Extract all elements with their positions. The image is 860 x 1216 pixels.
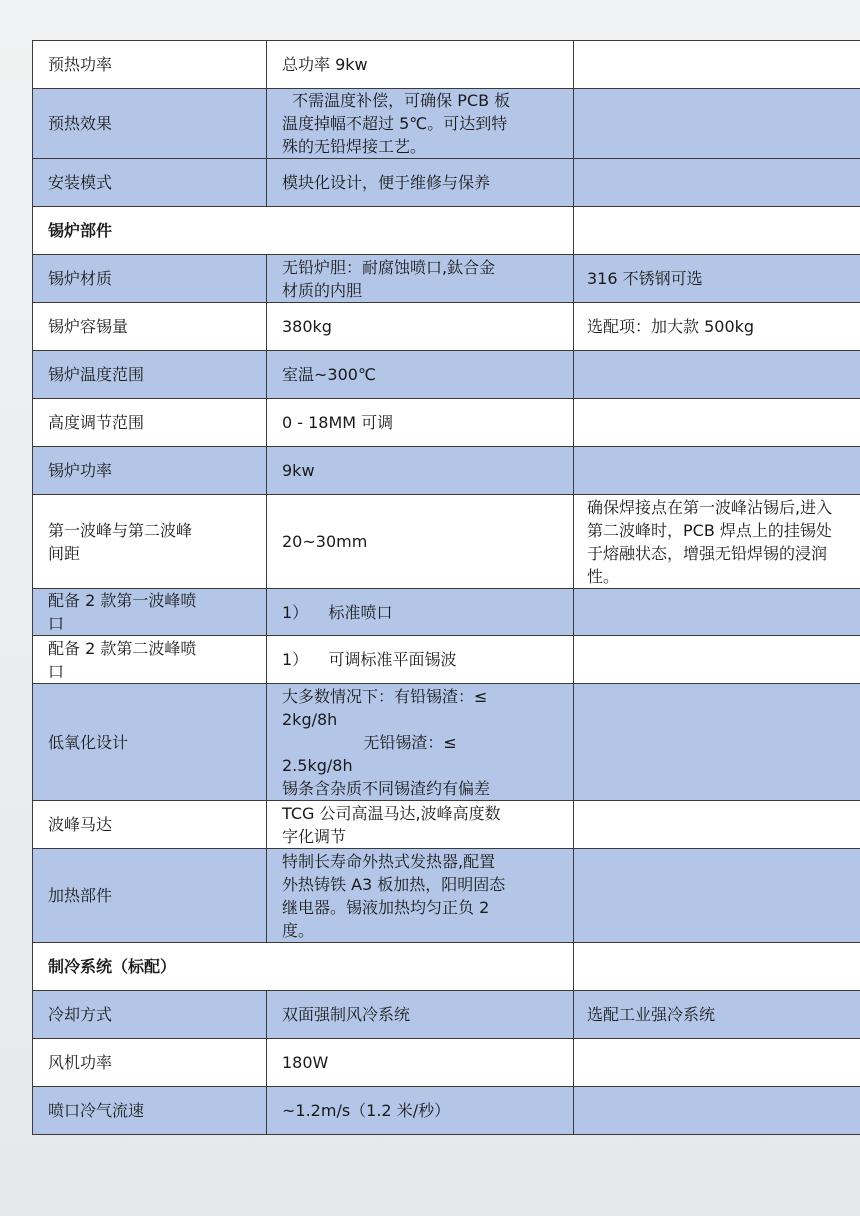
cell-line: 材质的内胆 — [282, 280, 363, 300]
table-row — [33, 351, 860, 399]
spec-value — [267, 684, 574, 801]
table-row — [33, 495, 860, 589]
section-row — [33, 207, 860, 255]
spec-value — [267, 89, 574, 159]
spec-value — [267, 589, 574, 636]
spec-label: 喷口冷气流速 — [33, 1087, 267, 1135]
cell-line: 殊的无铅焊接工艺。 — [282, 137, 427, 156]
spec-note — [574, 991, 860, 1039]
spec-value — [267, 636, 574, 684]
cell-line: 度。 — [282, 920, 315, 940]
cell-line: 1） 可调标准平面锡波 — [282, 650, 457, 669]
section-title: 制冷系统（标配） — [33, 943, 574, 991]
cell-line: 模块化设计，便于维修与保养 — [282, 173, 491, 192]
spec-value — [267, 1087, 574, 1135]
table-row — [33, 1087, 860, 1135]
spec-note — [574, 447, 860, 495]
spec-label: 锡炉温度范围 — [33, 351, 267, 399]
table-row — [33, 991, 860, 1039]
cell-line: 温度掉幅不超过 5℃。可达到特 — [282, 114, 508, 133]
spec-note — [574, 41, 860, 89]
cell-line: 2kg/8h — [282, 709, 338, 729]
cell-line: 380kg — [282, 317, 332, 336]
cell-line: 无铅锡渣：≤ — [282, 732, 457, 752]
cell-line: 第二波峰时，PCB 焊点上的挂锡处 — [587, 520, 832, 540]
cell-line: 20~30mm — [282, 532, 368, 551]
spec-note — [574, 303, 860, 351]
cell-line: 316 不锈钢可选 — [587, 269, 703, 288]
spec-label: 安装模式 — [33, 159, 267, 207]
cell-line: 字化调节 — [282, 826, 347, 846]
section-title: 锡炉部件 — [33, 207, 574, 255]
spec-note — [574, 159, 860, 207]
cell-line: 大多数情况下：有铅锡渣：≤ — [282, 686, 488, 706]
table-row — [33, 447, 860, 495]
spec-note — [574, 1087, 860, 1135]
cell-line: 确保焊接点在第一波峰沾锡后,进入 — [587, 497, 833, 517]
cell-line: 锡条含杂质不同锡渣约有偏差 — [282, 778, 491, 798]
spec-label: 波峰马达 — [33, 801, 267, 849]
cell-line: 2.5kg/8h — [282, 755, 353, 775]
spec-note — [574, 849, 860, 943]
cell-line: TCG 公司高温马达,波峰高度数 — [282, 803, 501, 823]
empty-cell — [574, 207, 860, 255]
spec-value — [267, 41, 574, 89]
cell-line: 无铅炉胆：耐腐蚀喷口,鈦合金 — [282, 257, 496, 277]
cell-line: ~1.2m/s（1.2 米/秒） — [282, 1101, 451, 1120]
spec-note — [574, 684, 860, 801]
spec-value — [267, 399, 574, 447]
table-row — [33, 399, 860, 447]
spec-label: 高度调节范围 — [33, 399, 267, 447]
spec-note — [574, 89, 860, 159]
spec-label: 低氧化设计 — [33, 684, 267, 801]
spec-value — [267, 303, 574, 351]
cell-line: 于熔融状态，增强无铅焊锡的浸润 — [587, 543, 828, 563]
table-row — [33, 41, 860, 89]
cell-line: 9kw — [282, 461, 315, 480]
cell-line: 0 - 18MM 可调 — [282, 413, 394, 432]
cell-line: 总功率 9kw — [282, 55, 368, 74]
cell-line: 外热铸铁 A3 板加热，阳明固态 — [282, 874, 506, 894]
cell-line: 双面强制风冷系统 — [282, 1005, 411, 1024]
spec-label: 锡炉容锡量 — [33, 303, 267, 351]
section-row — [33, 943, 860, 991]
spec-label: 锡炉材质 — [33, 255, 267, 303]
spec-note — [574, 255, 860, 303]
spec-note — [574, 399, 860, 447]
spec-note — [574, 801, 860, 849]
spec-value — [267, 495, 574, 589]
table-row — [33, 89, 860, 159]
spec-label: 第一波峰与第二波峰 间距 — [33, 495, 267, 589]
table-row — [33, 801, 860, 849]
cell-line: 选配项：加大款 500kg — [587, 317, 755, 336]
spec-value — [267, 447, 574, 495]
spec-value — [267, 255, 574, 303]
cell-line: 继电器。锡液加热均匀正负 2 — [282, 897, 490, 917]
empty-cell — [574, 943, 860, 991]
spec-note — [574, 495, 860, 589]
cell-line: 性。 — [587, 566, 620, 586]
table-row — [33, 636, 860, 684]
cell-line: 不需温度补偿，可确保 PCB 板 — [282, 91, 511, 110]
spec-label: 锡炉功率 — [33, 447, 267, 495]
spec-label: 配备 2 款第一波峰喷 口 — [33, 589, 267, 636]
spec-note — [574, 589, 860, 636]
table-row — [33, 849, 860, 943]
spec-note — [574, 636, 860, 684]
spec-value — [267, 159, 574, 207]
spec-label: 配备 2 款第二波峰喷 口 — [33, 636, 267, 684]
spec-label: 冷却方式 — [33, 991, 267, 1039]
spec-note — [574, 1039, 860, 1087]
table-row — [33, 159, 860, 207]
spec-note — [574, 351, 860, 399]
spec-value — [267, 849, 574, 943]
cell-line: 特制长寿命外热式发热器,配置 — [282, 851, 496, 871]
spec-value — [267, 991, 574, 1039]
table-row — [33, 303, 860, 351]
cell-line: 选配工业强冷系统 — [587, 1005, 716, 1024]
table-row — [33, 589, 860, 636]
cell-line: 1） 标准喷口 — [282, 602, 393, 622]
table-row — [33, 684, 860, 801]
spec-value — [267, 351, 574, 399]
spec-value — [267, 801, 574, 849]
table-row — [33, 255, 860, 303]
cell-line: 室温~300℃ — [282, 365, 376, 384]
spec-label: 加热部件 — [33, 849, 267, 943]
spec-label: 预热功率 — [33, 41, 267, 89]
cell-line: 180W — [282, 1053, 329, 1072]
table-row — [33, 1039, 860, 1087]
spec-value — [267, 1039, 574, 1087]
spec-label: 风机功率 — [33, 1039, 267, 1087]
spec-label: 预热效果 — [33, 89, 267, 159]
spec-table — [32, 40, 860, 1135]
